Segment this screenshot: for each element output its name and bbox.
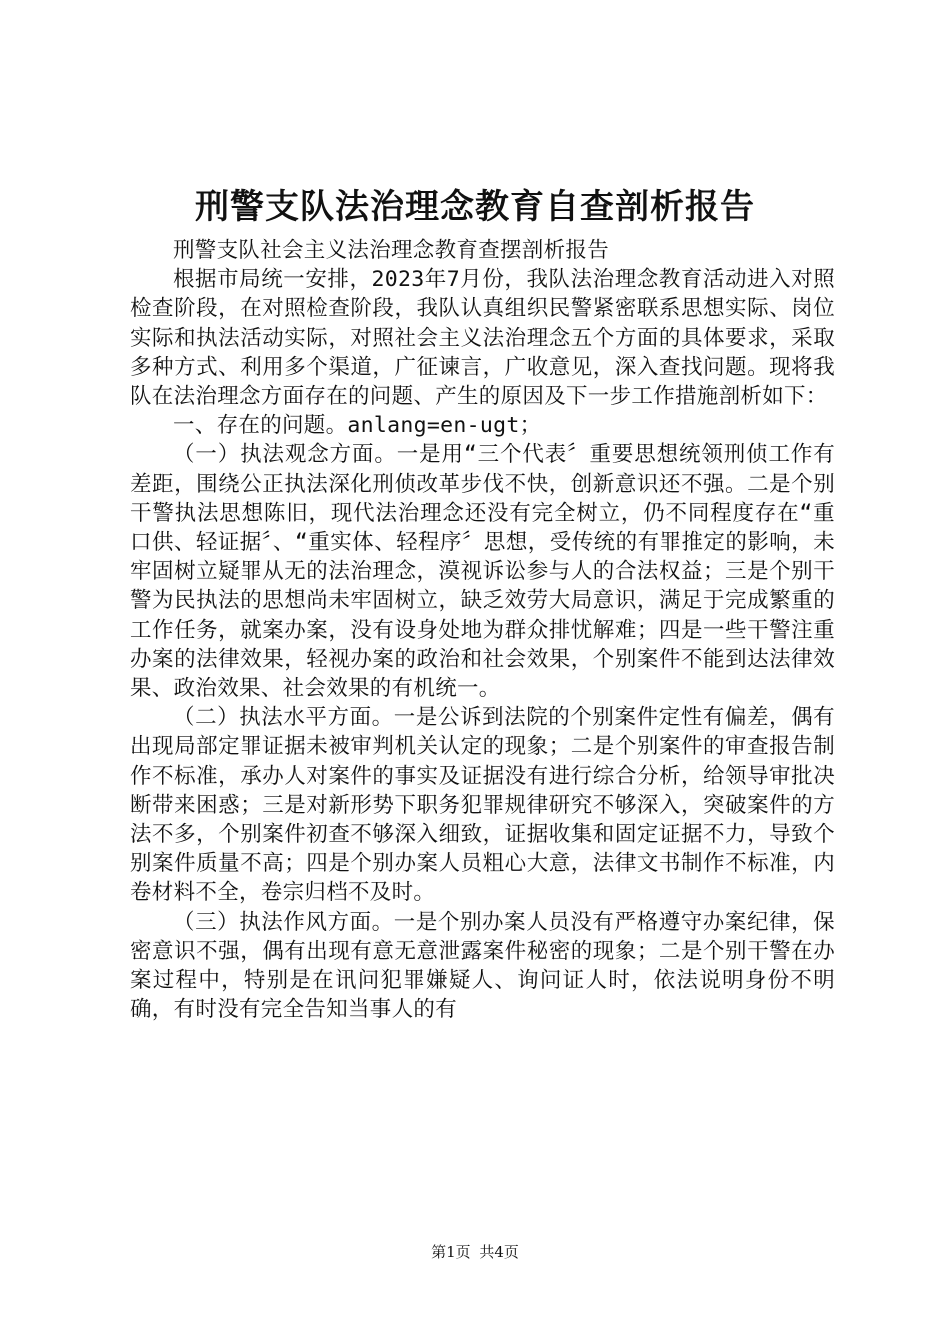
- paragraph-enforcement-style: （三）执法作风方面。一是个别办案人员没有严格遵守办案纪律，保密意识不强，偶有出现有意无意泄露案件秘密的现象；二是个别干警在办案过程中，特别是在讯问犯罪嫌疑人、询问证人时，依法说明身份不明确，有时没有完全告知当事人的有: [130, 909, 835, 1023]
- paragraph-enforcement-level: （二）执法水平方面。一是公诉到法院的个别案件定性有偏差，偶有出现局部定罪证据未被审判机关认定的现象；二是个别案件的审查报告制作不标准，承办人对案件的事实及证据没有进行综合分析，给领导审批决断带来困惑；三是对新形势下职务犯罪规律研究不够深入，突破案件的方法不多，个别案件初查不够深入细致，证据收集和固定证据不力，导致个别案件质量不高；四是个别办案人员粗心大意，法律文书制作不标准，内卷材料不全，卷宗归档不及时。: [130, 705, 835, 906]
- document-body: [130, 236, 835, 1024]
- document-title: 刑警支队法治理念教育自查剖析报告: [195, 187, 755, 227]
- section-heading: 一、存在的问题。anlang=en-ugt；: [173, 413, 542, 439]
- page-total: 共4页: [479, 1243, 519, 1261]
- page-footer: [0, 1240, 950, 1264]
- page-number: 第1页: [431, 1243, 471, 1261]
- paragraph-enforcement-concept: （一）执法观念方面。一是用“三个代表〞重要思想统领刑侦工作有差距，围绕公正执法深化刑侦改革步伐不快，创新意识还不强。二是个别干警执法思想陈旧，现代法治理念还没有完全树立，仍不同程度存在“重口供、轻证据〞、“重实体、轻程序〞思想，受传统的有罪推定的影响，未牢固树立疑罪从无的法治理念，漠视诉讼参与人的合法权益；三是个别干警为民执法的思想尚未牢固树立，缺乏效劳大局意识，满足于完成繁重的工作任务，就案办案，没有设身处地为群众排忧解难；四是一些干警注重办案的法律效果，轻视办案的政治和社会效果，个别案件不能到达法律效果、政治效果、社会效果的有机统一。: [130, 442, 835, 702]
- intro-paragraph: 根据市局统一安排，2023年7月份，我队法治理念教育活动进入对照检查阶段，在对照检查阶段，我队认真组织民警紧密联系思想实际、岗位实际和执法活动实际，对照社会主义法治理念五个方面的具体要求，采取多种方式、利用多个渠道，广征谏言，广收意见，深入查找问题。现将我队在法治理念方面存在的问题、产生的原因及下一步工作措施剖析如下：: [130, 267, 835, 410]
- subtitle-paragraph: 刑警支队社会主义法治理念教育查摆剖析报告: [173, 238, 610, 263]
